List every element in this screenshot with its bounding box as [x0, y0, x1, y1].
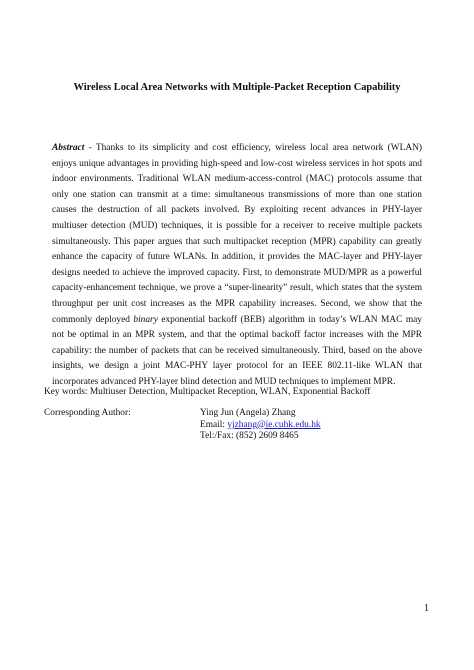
- author-name: Ying Jun (Angela) Zhang: [200, 408, 296, 418]
- corresponding-author-details: [200, 408, 321, 443]
- author-phone: Tel:/Fax: (852) 2609 8465: [200, 431, 299, 442]
- author-email-line: [200, 420, 321, 432]
- keywords-line: Key words: Multiuser Detection, Multipacket Reception, WLAN, Exponential Backoff: [44, 387, 371, 397]
- page-number: 1: [424, 603, 429, 614]
- abstract-text-part2: exponential backoff (BEB) algorithm in today’s WLAN MAC may not be optimal in an MPR system, and that the optimal backoff factor increases with the MPR capability: the number of packets that can be received simultaneously. Third, based on the above insights, we design a joint MAC-PHY layer protocol for an IEEE 802.11-like WLAN that incorporates advanced PHY-layer blind detection and MUD techniques to implement MPR.: [52, 314, 422, 387]
- email-link[interactable]: yjzhang@ie.cuhk.edu.hk: [227, 419, 321, 430]
- abstract-text-part1: - Thanks to its simplicity and cost efficiency, wireless local area network (WLAN) enjoys unique advantages in providing high-speed and low-cost wireless services in hot spots and indoor environments. Traditional WLAN medium-access-control (MAC) protocols assume that only one station can transmit at a time: simultaneous transmissions of more than one station causes the destruction of all packets involved. By exploiting recent advances in PHY-layer multiuser detection (MUD) techniques, it is possible for a receiver to receive multiple packets simultaneously. This paper argues that such multipacket reception (MPR) capability can greatly enhance the capacity of future WLANs. In addition, it provides the MAC-layer and PHY-layer designs needed to achieve the improved capacity. First, to demonstrate MUD/MPR as a powerful capacity-enhancement technique, we prove a “super-linearity” result, which states that the system throughput per unit cost increases as the MPR capability increases. Second, we show that the commonly deployed: [52, 143, 422, 325]
- abstract-italic-term: binary: [133, 314, 158, 325]
- corresponding-author-label: Corresponding Author:: [44, 408, 131, 418]
- abstract-heading: Abstract: [52, 143, 85, 153]
- paper-title: Wireless Local Area Networks with Multiple-Packet Reception Capability: [73, 82, 401, 93]
- email-label: Email:: [200, 419, 228, 430]
- abstract-paragraph: [52, 141, 422, 391]
